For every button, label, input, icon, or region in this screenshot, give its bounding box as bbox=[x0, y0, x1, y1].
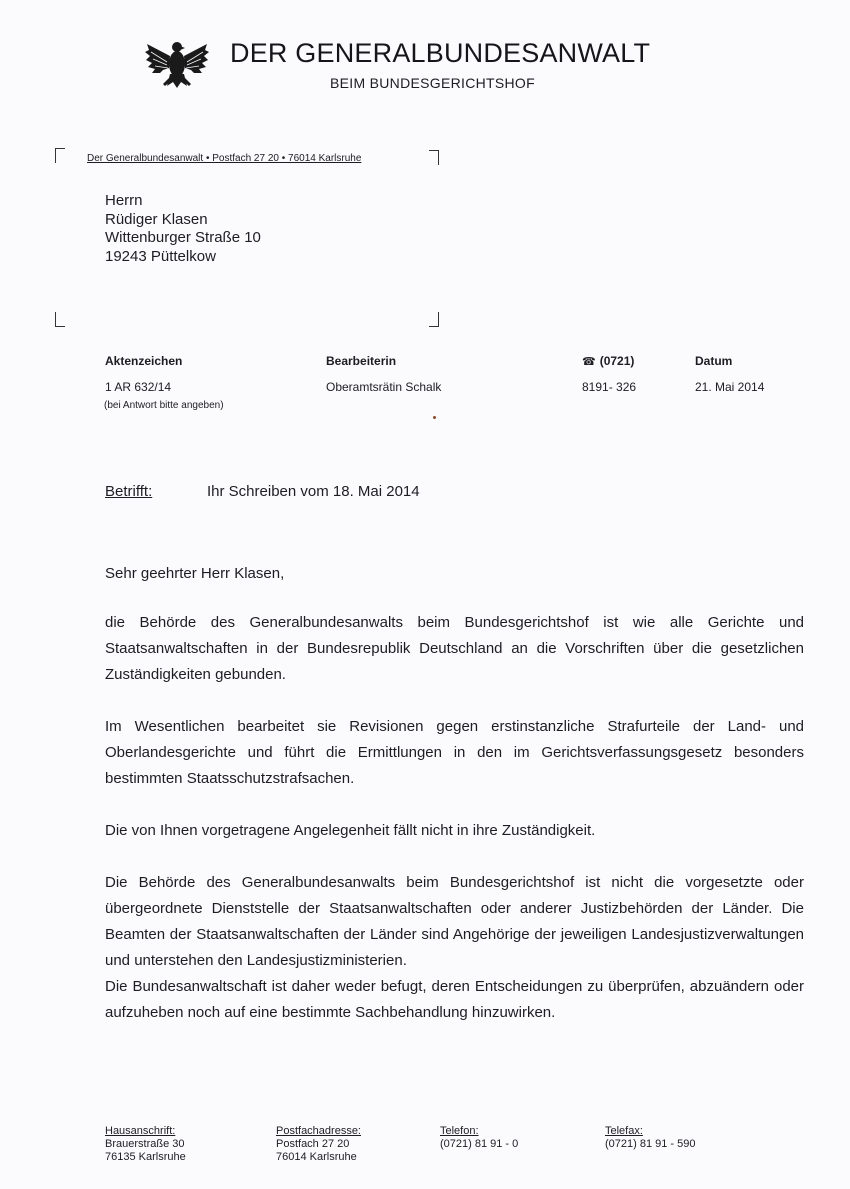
recipient-name: Rüdiger Klasen bbox=[105, 210, 208, 228]
footer-phone-label: Telefon: bbox=[440, 1125, 479, 1137]
footer-postbox-label: Postfachadresse: bbox=[276, 1125, 361, 1137]
recipient-street: Wittenburger Straße 10 bbox=[105, 229, 261, 246]
body-paragraph: Die Behörde des Generalbundesanwalts beim Bundesgerichtshof ist nicht die vorgesetzte oder übergeordnete Dienststelle der Staatsanwaltschaften oder anderer Justizbehörden der Länder. Die Beamten der Staatsanwaltschaften der Länder sind Angehörige der jeweiligen Landesjustizverwaltungen und unterstehen den Landesjustizministerien. bbox=[105, 874, 804, 969]
date-label: Datum bbox=[695, 354, 733, 368]
reference-label: Aktenzeichen bbox=[105, 354, 183, 368]
subject-label: Betrifft: bbox=[105, 483, 153, 500]
reference-value: 1 AR 632/14 bbox=[105, 380, 172, 394]
footer-postbox-line: Postfach 27 20 bbox=[276, 1138, 350, 1150]
phone-area-code: (0721) bbox=[599, 354, 635, 368]
telephone-icon: ☎ bbox=[582, 356, 596, 368]
window-corner-mark bbox=[55, 312, 65, 327]
window-corner-mark bbox=[429, 150, 439, 165]
footer-phone-value: (0721) 81 91 - 0 bbox=[440, 1138, 519, 1150]
window-corner-mark bbox=[55, 148, 65, 163]
phone-extension: 8191- 326 bbox=[582, 380, 637, 394]
body-paragraph-group bbox=[105, 870, 804, 1026]
clerk-label: Bearbeiterin bbox=[326, 354, 397, 368]
recipient-salutation: Herrn bbox=[105, 192, 143, 209]
footer-address-label: Hausanschrift: bbox=[105, 1125, 176, 1137]
sender-return-address: Der Generalbundesanwalt • Postfach 27 20 • 76014 Karlsruhe bbox=[87, 153, 362, 164]
org-subtitle: BEIM BUNDESGERICHTSHOF bbox=[330, 75, 535, 91]
recipient-address bbox=[105, 192, 261, 266]
footer-address-line: 76135 Karlsruhe bbox=[105, 1151, 186, 1163]
recipient-city: 19243 Püttelkow bbox=[105, 247, 216, 265]
federal-eagle-icon bbox=[143, 34, 211, 98]
paper-speck bbox=[433, 416, 436, 419]
window-corner-mark bbox=[429, 312, 439, 327]
footer-fax-value: (0721) 81 91 - 590 bbox=[605, 1138, 696, 1150]
phone-header bbox=[582, 354, 634, 368]
body-paragraph: Im Wesentlichen bearbeitet sie Revisionen gegen erstinstanzliche Strafurteile der Land- und Oberlandesgerichte und führt die Ermittlungen in den im Gerichtsverfassungsgesetz besonders bestimmten Staatsschutzstrafsachen. bbox=[105, 718, 804, 787]
footer-address bbox=[105, 1125, 186, 1164]
greeting: Sehr geehrter Herr Klasen, bbox=[105, 565, 285, 582]
footer-address-line: Brauerstraße 30 bbox=[105, 1138, 185, 1150]
footer-phone bbox=[440, 1125, 518, 1151]
footer-postbox bbox=[276, 1125, 361, 1164]
reference-hint: (bei Antwort bitte angeben) bbox=[104, 400, 224, 411]
org-name: DER GENERALBUNDESANWALT bbox=[230, 38, 651, 68]
subject-value: Ihr Schreiben vom 18. Mai 2014 bbox=[207, 483, 420, 500]
body-paragraph: Die Bundesanwaltschaft ist daher weder befugt, deren Entscheidungen zu überprüfen, abzuändern oder aufzuheben noch auf eine bestimmte Sachbehandlung hinzuwirken. bbox=[105, 978, 804, 1021]
footer-postbox-line: 76014 Karlsruhe bbox=[276, 1151, 357, 1163]
footer-fax-label: Telefax: bbox=[605, 1125, 643, 1137]
body-paragraph: die Behörde des Generalbundesanwalts beim Bundesgerichtshof ist wie alle Gerichte und Staatsanwaltschaften in der Bundesrepublik Deutschland an die Vorschriften über die gesetzlichen Zuständigkeiten gebunden. bbox=[105, 614, 804, 683]
footer-fax bbox=[605, 1125, 696, 1151]
clerk-value: Oberamtsrätin Schalk bbox=[326, 380, 442, 394]
date-value: 21. Mai 2014 bbox=[695, 380, 765, 394]
body-paragraph: Die von Ihnen vorgetragene Angelegenheit fällt nicht in ihre Zuständigkeit. bbox=[105, 822, 596, 839]
